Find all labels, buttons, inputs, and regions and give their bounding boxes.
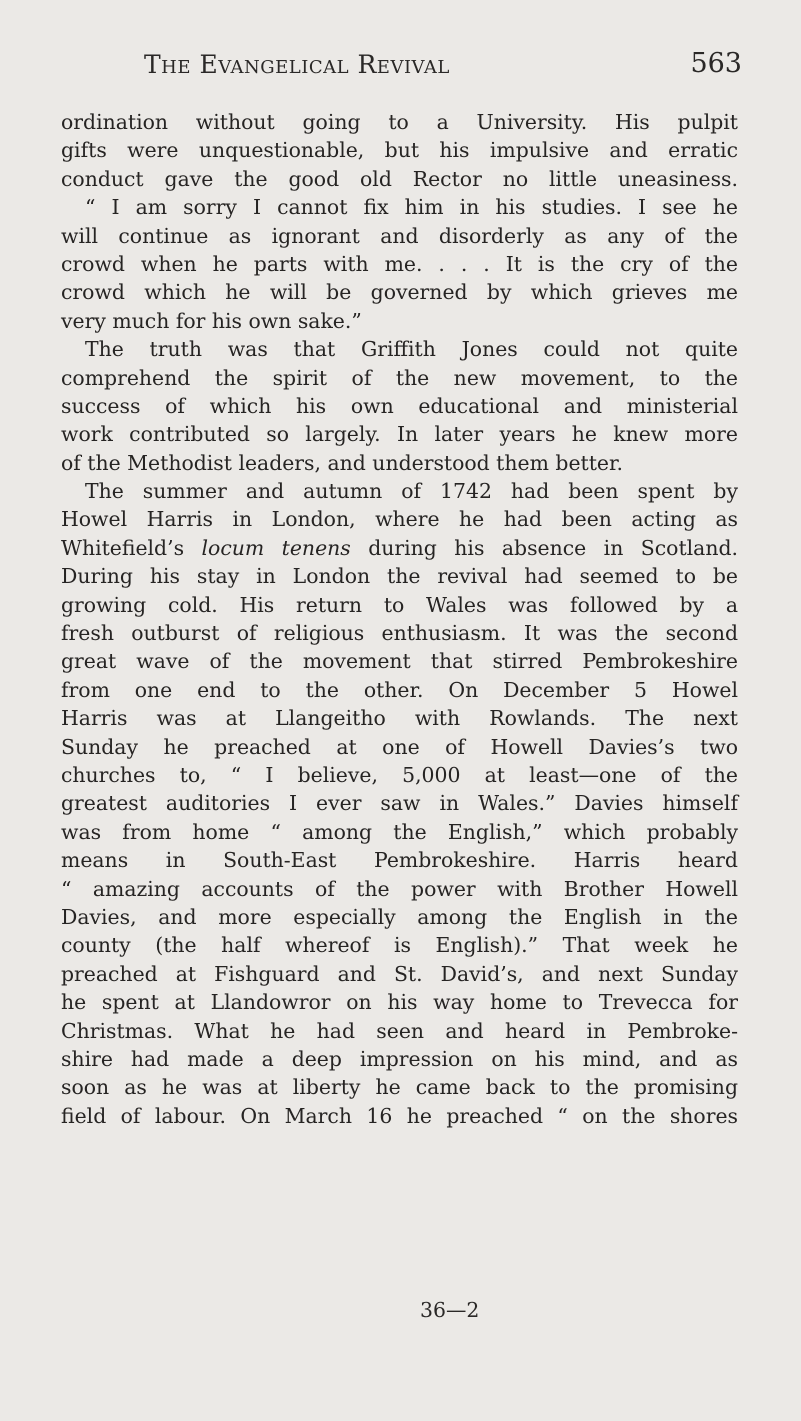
text-line: Harris was at Llangeitho with Rowlands. The next: [61, 706, 738, 731]
text-line: fresh outburst of religious enthusiasm. It was the second: [61, 621, 738, 646]
text-line: great wave of the movement that stirred Pembrokeshire: [61, 649, 738, 674]
text-line: success of which his own educational and ministerial: [61, 393, 738, 418]
text-line: was from home “ among the English,” which probably: [61, 819, 738, 844]
text-line: Sunday he preached at one of Howell Davies’s two: [61, 734, 738, 759]
text-line: gifts were unquestionable, but his impulsive and erratic: [61, 138, 738, 163]
running-title: The Evangelical Revival: [144, 50, 450, 79]
text-line: growing cold. His return to Wales was followed by a: [61, 592, 738, 617]
text-line: During his stay in London the revival had seemed to be: [61, 564, 738, 589]
text-line: The summer and autumn of 1742 had been spent by: [85, 479, 738, 504]
text-line: The truth was that Griffith Jones could not quite: [85, 337, 738, 362]
text-line: very much for his own sake.”: [61, 308, 362, 333]
text-line: field of labour. On March 16 he preached “ on the shores: [61, 1103, 738, 1128]
text-line: county (the half whereof is English).” That week he: [61, 933, 738, 958]
body-text: [61, 108, 738, 1130]
text-line: means in South-East Pembrokeshire. Harris heard: [61, 848, 738, 873]
text-line: soon as he was at liberty he came back to the promising: [61, 1075, 738, 1100]
text-line: preached at Fishguard and St. David’s, and next Sunday: [61, 961, 738, 986]
text-line: crowd when he parts with me. . . . It is the cry of the: [61, 251, 738, 276]
text-line: he spent at Llandowror on his way home to Trevecca for: [61, 990, 738, 1015]
text-line: Christmas. What he had seen and heard in Pembroke-: [61, 1018, 738, 1043]
text-line: Whitefield’s locum tenens during his absence in Scotland.: [61, 535, 738, 560]
italic-phrase: locum tenens: [201, 535, 351, 560]
text-line: churches to, “ I believe, 5,000 at least—one of the: [61, 762, 738, 787]
text-line: work contributed so largely. In later years he knew more: [61, 422, 738, 447]
text-line: Howel Harris in London, where he had been acting as: [61, 507, 738, 532]
text-line: comprehend the spirit of the new movement, to the: [61, 365, 738, 390]
text-line: from one end to the other. On December 5 Howel: [61, 677, 738, 702]
text-line: will continue as ignorant and disorderly as any of the: [61, 223, 738, 248]
text-line: ordination without going to a University. His pulpit: [61, 110, 738, 134]
text-line: greatest auditories I ever saw in Wales.” Davies himself: [61, 791, 738, 816]
running-head: [62, 44, 742, 84]
text-line: conduct gave the good old Rector no little uneasiness.: [61, 166, 738, 191]
text-line: of the Methodist leaders, and understood them better.: [61, 450, 623, 475]
text-line: “ amazing accounts of the power with Brother Howell: [61, 876, 738, 901]
signature-mark: 36—2: [420, 1298, 480, 1322]
text-line: “ I am sorry I cannot fix him in his studies. I see he: [85, 195, 738, 220]
text-line: Davies, and more especially among the English in the: [61, 904, 738, 929]
text-line: crowd which he will be governed by which grieves me: [61, 280, 738, 305]
text-line: shire had made a deep impression on his mind, and as: [61, 1046, 738, 1071]
page-number: 563: [690, 48, 742, 79]
